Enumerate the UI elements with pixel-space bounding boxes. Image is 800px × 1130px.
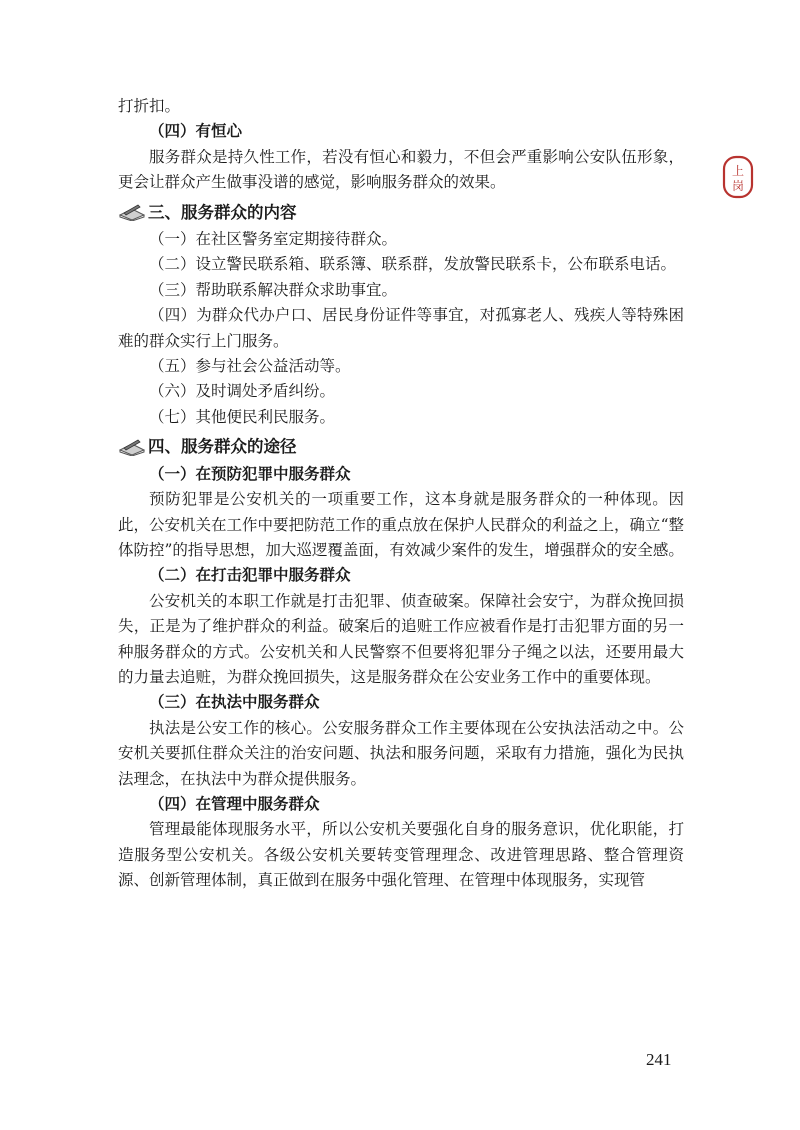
subheading-crackdown: （二）在打击犯罪中服务群众 [149, 566, 351, 585]
red-seal-stamp [722, 155, 754, 199]
list-item: （四）为群众代办户口、居民身份证件等事宜，对孤寡老人、残疾人等特殊困难的群众实行上门服务。 [118, 306, 684, 350]
section-heading-text: 三、服务群众的内容 [148, 202, 297, 222]
section-heading-content [118, 200, 684, 225]
list-item: （七）其他便民利民服务。 [149, 407, 336, 426]
book-pen-icon [118, 203, 146, 221]
section-heading-text: 四、服务群众的途径 [148, 437, 297, 457]
seal-text-top: 上 [731, 164, 745, 178]
paragraph: 预防犯罪是公安机关的一项重要工作，这本身就是服务群众的一种体现。因此，公安机关在工作中要把防范工作的重点放在保护人民群众的利益之上，确立“整体防控”的指导思想，加大巡逻覆盖面，有效减少案件的发生，增强群众的安全感。 [118, 490, 684, 559]
seal-text-bottom: 岗 [731, 179, 745, 193]
subheading-perseverance: （四）有恒心 [149, 122, 243, 141]
list-item: （二）设立警民联系箱、联系簿、联系群，发放警民联系卡，公布联系电话。 [149, 255, 677, 274]
continued-line: 打折扣。 [118, 97, 181, 115]
paragraph: 执法是公安工作的核心。公安服务群众工作主要体现在公安执法活动之中。公安机关要抓住群众关注的治安问题、执法和服务问题，采取有力措施，强化为民执法理念，在执法中为群众提供服务。 [118, 718, 684, 788]
book-pen-icon [118, 438, 146, 456]
list-item: （五）参与社会公益活动等。 [149, 357, 351, 376]
page-number: 241 [646, 1050, 672, 1069]
list-item: （一）在社区警务室定期接待群众。 [149, 230, 398, 249]
section-heading-path [118, 434, 684, 459]
paragraph: 服务群众是持久性工作，若没有恒心和毅力，不但会严重影响公安队伍形象，更会让群众产生做事没谱的感觉，影响服务群众的效果。 [118, 147, 684, 192]
paragraph: 公安机关的本职工作就是打击犯罪、侦查破案。保障社会安宁，为群众挽回损失，正是为了维护群众的利益。破案后的追赃工作应被看作是打击犯罪方面的另一种服务群众的方式。公安机关和人民警察不但要将犯罪分子绳之以法，还要用最大的力量去追赃，为群众挽回损失，这是服务群众在公安业务工作中的重要体现。 [118, 591, 684, 686]
list-item: （六）及时调处矛盾纠纷。 [149, 382, 336, 401]
subheading-management: （四）在管理中服务群众 [149, 794, 320, 813]
paragraph: 管理最能体现服务水平，所以公安机关要强化自身的服务意识，优化职能，打造服务型公安机关。各级公安机关要转变管理理念、改进管理思路、整合管理资源、创新管理体制，真正做到在服务中强化管理、在管理中体现服务，实现管 [118, 820, 684, 890]
subheading-prevention: （一）在预防犯罪中服务群众 [149, 464, 351, 483]
document-body [118, 94, 684, 894]
subheading-law-enforcement: （三）在执法中服务群众 [149, 693, 320, 712]
list-item: （三）帮助联系解决群众求助事宜。 [149, 280, 398, 299]
